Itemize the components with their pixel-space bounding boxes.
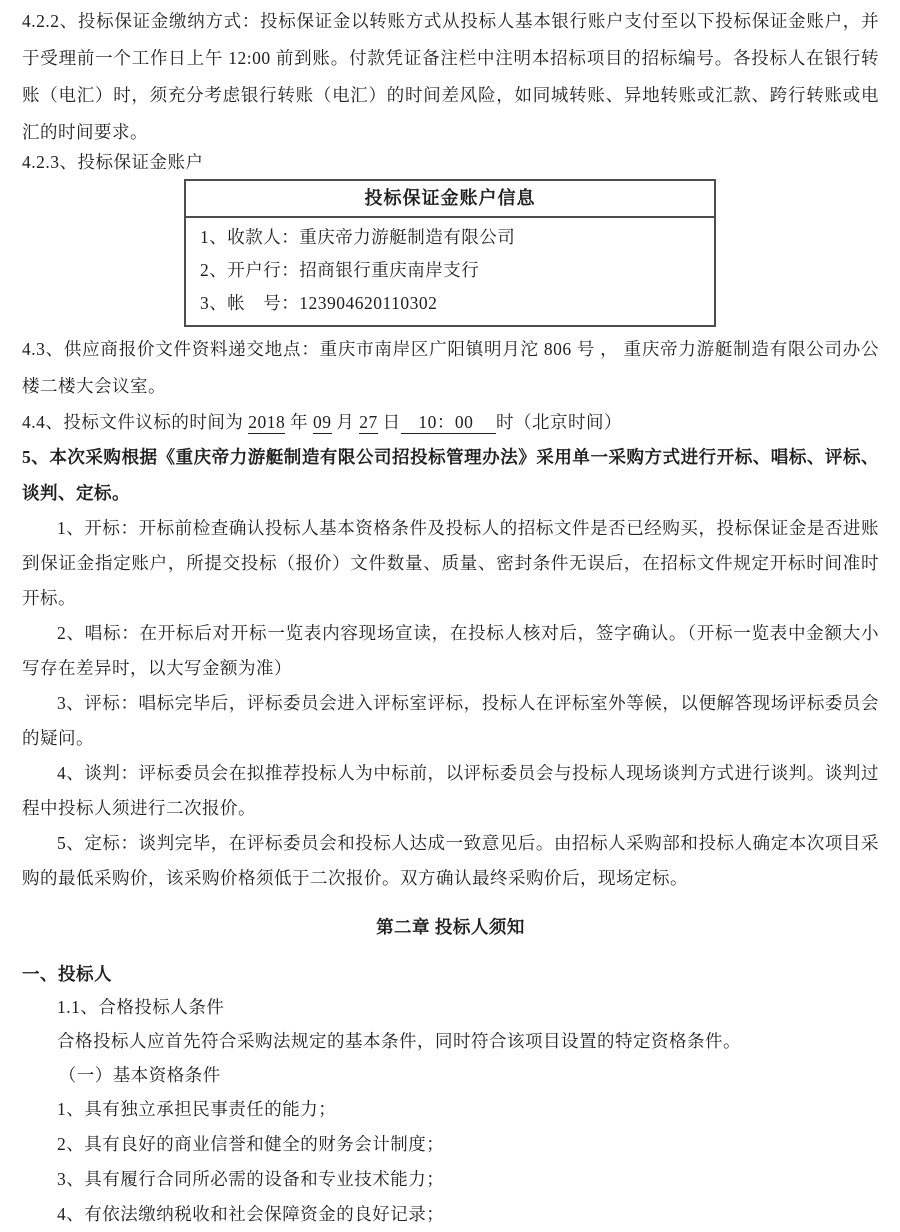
- basic-qualification-title: （一）基本资格条件: [58, 1065, 221, 1086]
- para-bid-opening: 1、开标：开标前检查确认投标人基本资格条件及投标人的招标文件是否已经购买，投标保证金是否进账到保证金指定账户，所提交投标（报价）文件数量、质量、密封条件无误后，在招标文件规定开标时间准时开标。: [22, 518, 879, 608]
- section-1-bidders: 一、投标人: [22, 964, 112, 985]
- bid-time-year-fill: 2018: [248, 412, 286, 432]
- bond-account-number: 3、帐 号：123904620110302: [200, 293, 438, 313]
- section-1-1-qualified-bidder: 1.1、合格投标人条件: [57, 997, 225, 1018]
- para-4-2-3-bond-account: 4.2.3、投标保证金账户: [22, 152, 204, 172]
- para-bid-announcing: 2、唱标：在开标后对开标一览表内容现场宣读，在投标人核对后，签字确认。（开标一览表中金额大小写存在差异时，以大写金额为准）: [22, 623, 879, 678]
- table-row: [185, 217, 715, 326]
- bond-account-table: [184, 179, 716, 327]
- bond-account-table-body: [185, 217, 715, 326]
- basic-condition-4: 4、有依法缴纳税收和社会保障资金的良好记录；: [57, 1204, 445, 1225]
- para-4-2-2-bond-payment: 4.2.2、投标保证金缴纳方式：投标保证金以转账方式从投标人基本银行账户支付至以下投标保证金账户，并于受理前一个工作日上午 12:00 前到账。付款凭证备注栏中注明本招标项目的招标编号。各投标人在银行转账（电汇）时，须充分考虑银行转账（电汇）的时间差风险，如同城转账、异地转账或汇款、跨行转账或电汇的时间要求。: [22, 11, 879, 142]
- bid-time-clock-fill: 10：00: [401, 412, 496, 434]
- para-bid-evaluation: 3、评标：唱标完毕后，评标委员会进入评标室评标，投标人在评标室外等候，以便解答现场评标委员会的疑问。: [22, 693, 879, 748]
- bond-account-bank: 2、开户行：招商银行重庆南岸支行: [200, 260, 480, 280]
- chapter-2-title: 第二章 投标人须知: [376, 916, 525, 937]
- bid-time-text: 月: [331, 412, 360, 432]
- bid-time-text: 日: [377, 412, 401, 432]
- para-qualified-bidder-conditions: 合格投标人应首先符合采购法规定的基本条件，同时符合该项目设置的特定资格条件。: [57, 1031, 741, 1052]
- para-4-4-bid-time: [22, 405, 879, 439]
- para-4-3-delivery-address: 4.3、供应商报价文件资料递交地点：重庆市南岸区广阳镇明月沱 806 号 ， 重庆帝力游艇制造有限公司办公楼二楼大会议室。: [22, 339, 879, 396]
- bid-time-text: 4.4、投标文件议标的时间为: [22, 412, 249, 432]
- bid-time-month-fill: 09: [313, 412, 332, 432]
- para-negotiation: 4、谈判：评标委员会在拟推荐投标人为中标前，以评标委员会与投标人现场谈判方式进行谈判。谈判过程中投标人须进行二次报价。: [22, 763, 879, 818]
- table-row: [185, 180, 715, 217]
- bond-account-payee: 1、收款人：重庆帝力游艇制造有限公司: [200, 227, 516, 247]
- para-award-decision: 5、定标：谈判完毕，在评标委员会和投标人达成一致意见后。由招标人采购部和投标人确定本次项目采购的最低采购价，该采购价格须低于二次报价。双方确认最终采购价后，现场定标。: [22, 833, 879, 888]
- bond-account-table-head: [185, 180, 715, 217]
- para-5-procurement-method: 5、本次采购根据《重庆帝力游艇制造有限公司招投标管理办法》采用单一采购方式进行开标、唱标、评标、谈判、定标。: [22, 447, 879, 503]
- bond-account-table-title: 投标保证金账户信息: [185, 180, 715, 217]
- bond-account-table-cell: [185, 217, 715, 326]
- bid-time-day-fill: 27: [359, 412, 378, 432]
- basic-condition-3: 3、具有履行合同所必需的设备和专业技术能力；: [57, 1169, 445, 1190]
- basic-condition-2: 2、具有良好的商业信誉和健全的财务会计制度；: [57, 1134, 445, 1155]
- basic-condition-1: 1、具有独立承担民事责任的能力；: [57, 1099, 337, 1120]
- bid-time-text: 年: [285, 412, 313, 432]
- bid-time-text: 时（北京时间）: [496, 412, 622, 432]
